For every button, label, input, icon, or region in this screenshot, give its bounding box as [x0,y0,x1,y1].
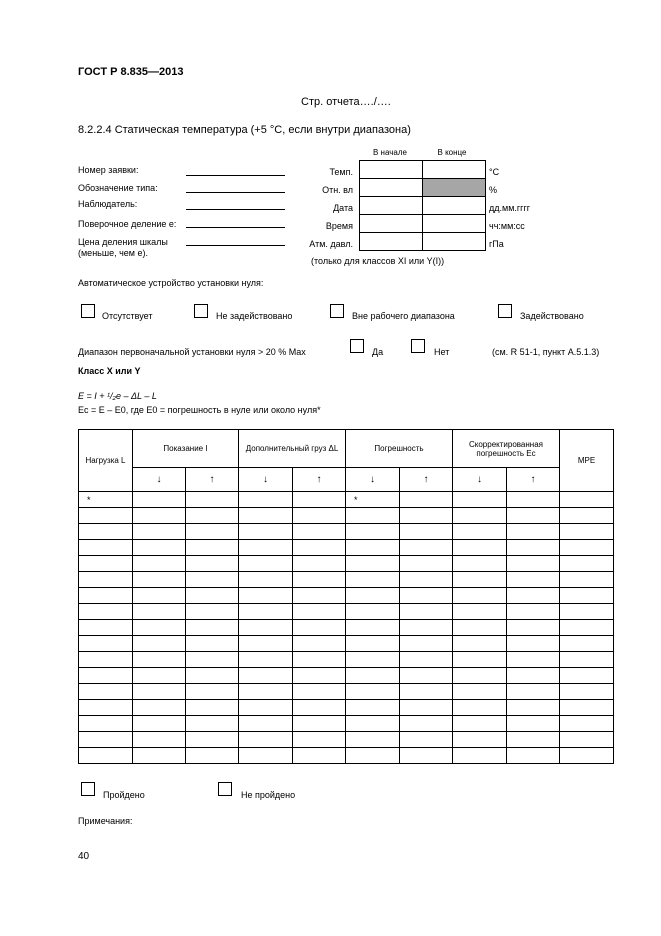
table-cell[interactable] [79,748,133,764]
table-cell[interactable] [507,524,560,540]
table-cell[interactable] [293,556,346,572]
table-cell[interactable] [560,588,614,604]
table-cell[interactable] [453,572,507,588]
table-cell[interactable] [79,604,133,620]
field-line-verification-division[interactable] [186,227,285,228]
table-cell[interactable] [560,540,614,556]
table-cell[interactable] [507,540,560,556]
table-cell[interactable] [186,556,239,572]
table-cell[interactable] [453,684,507,700]
section-title: 8.2.2.4 Статическая температура (+5 °С, если внутри диапазона) [78,124,411,136]
table-row [79,556,614,572]
table-cell[interactable] [346,684,400,700]
table-cell[interactable] [293,524,346,540]
table-cell[interactable] [133,700,186,716]
arrow-up-icon: ↑ [400,468,453,492]
table-cell[interactable] [346,588,400,604]
table-cell[interactable] [133,620,186,636]
table-cell[interactable] [400,700,453,716]
cond-cell[interactable] [360,215,423,233]
table-cell[interactable] [453,732,507,748]
table-cell[interactable] [79,572,133,588]
table-cell[interactable] [453,604,507,620]
table-cell[interactable] [560,620,614,636]
table-cell[interactable] [239,668,293,684]
table-cell[interactable] [453,700,507,716]
table-cell[interactable] [239,524,293,540]
table-cell[interactable] [507,700,560,716]
table-cell[interactable] [400,556,453,572]
checkbox-failed-label: Не пройдено [241,790,296,800]
cond-cell[interactable] [423,161,486,179]
table-cell[interactable] [133,604,186,620]
arrow-up-icon: ↑ [507,468,560,492]
table-cell[interactable] [239,588,293,604]
table-cell[interactable] [239,508,293,524]
checkbox-yes[interactable] [350,339,364,353]
table-cell[interactable] [186,652,239,668]
table-row [79,492,614,508]
field-label-verification-division: Поверочное деление e: [78,219,177,229]
notes-label: Примечания: [78,816,133,826]
table-cell[interactable] [239,620,293,636]
table-cell[interactable] [186,700,239,716]
cond-unit-date: дд.мм.гггг [489,203,531,213]
table-cell[interactable] [507,652,560,668]
table-cell[interactable] [400,540,453,556]
table-cell[interactable] [560,492,614,508]
header-corrected-error: Скорректированная погрешность Ec [453,430,560,468]
table-cell[interactable] [186,716,239,732]
table-cell[interactable] [400,636,453,652]
field-label-scale-interval-note: (меньше, чем e). [78,248,148,258]
field-label-observer: Наблюдатель: [78,199,138,209]
table-cell[interactable] [133,524,186,540]
header-error: Погрешность [346,430,453,468]
report-page-counter: Стр. отчета…./…. [301,96,391,108]
cond-cell[interactable] [423,197,486,215]
arrow-down-icon: ↓ [133,468,186,492]
table-cell[interactable] [293,492,346,508]
table-cell[interactable] [560,604,614,620]
table-cell[interactable] [79,540,133,556]
table-cell[interactable] [400,668,453,684]
table-cell[interactable] [346,556,400,572]
cond-unit-pressure: гПа [489,239,504,249]
table-cell[interactable] [346,748,400,764]
formula-error: E = I + ¹/₂e – ΔL – L [78,391,157,401]
table-row [79,572,614,588]
table-cell[interactable] [346,572,400,588]
cond-note: (только для классов XI или Y(I)) [311,256,445,266]
cond-label-time: Время [325,221,353,231]
header-additional-load: Дополнительный груз ΔL [239,430,346,468]
table-cell[interactable] [186,748,239,764]
table-cell[interactable] [239,652,293,668]
auto-zero-title: Автоматическое устройство установки нуля: [78,278,264,288]
table-cell[interactable] [560,652,614,668]
table-cell[interactable] [133,588,186,604]
table-cell[interactable] [507,684,560,700]
col-header-start: В начале [373,148,407,157]
cond-label-pressure: Атм. давл. [309,239,353,249]
table-row [79,508,614,524]
checkbox-no-label: Нет [434,347,450,357]
table-cell[interactable] [346,732,400,748]
table-cell[interactable] [453,636,507,652]
checkbox-out-of-range-label: Вне рабочего диапазона [352,311,455,321]
table-cell[interactable] [186,540,239,556]
table-cell[interactable] [346,716,400,732]
table-cell[interactable] [507,588,560,604]
arrow-down-icon: ↓ [346,468,400,492]
table-cell[interactable] [560,524,614,540]
cond-cell[interactable] [360,197,423,215]
table-cell[interactable] [133,652,186,668]
cond-unit-humidity: % [489,185,498,195]
table-cell[interactable] [239,700,293,716]
table-cell[interactable] [400,732,453,748]
results-table [78,429,614,764]
table-cell[interactable] [346,604,400,620]
table-cell[interactable] [560,700,614,716]
table-cell[interactable] [507,604,560,620]
table-cell[interactable] [79,508,133,524]
table-cell[interactable] [560,716,614,732]
table-cell[interactable] [186,492,239,508]
table-cell[interactable] [400,604,453,620]
checkbox-used[interactable] [498,304,512,318]
table-cell[interactable] [133,748,186,764]
table-cell[interactable] [79,620,133,636]
table-cell[interactable] [293,748,346,764]
checkbox-not-used-label: Не задействовано [216,311,293,321]
table-row [79,684,614,700]
cond-label-humidity: Отн. вл [322,185,353,195]
table-cell[interactable] [560,636,614,652]
table-cell[interactable] [239,572,293,588]
checkbox-absent[interactable] [81,304,95,318]
table-cell[interactable] [239,604,293,620]
cond-cell[interactable] [423,215,486,233]
table-cell[interactable] [400,508,453,524]
table-cell[interactable] [346,524,400,540]
document-id: ГОСТ Р 8.835—2013 [78,66,184,78]
table-row [79,732,614,748]
field-label-type: Обозначение типа: [78,183,158,193]
table-cell[interactable] [453,492,507,508]
page-number: 40 [78,851,90,862]
table-cell[interactable] [453,588,507,604]
table-row [79,540,614,556]
table-cell[interactable] [79,524,133,540]
field-line-observer[interactable] [186,209,285,210]
cond-cell[interactable] [360,161,423,179]
table-cell[interactable] [79,652,133,668]
table-cell[interactable] [453,556,507,572]
table-row [79,604,614,620]
table-cell[interactable] [79,668,133,684]
table-cell[interactable] [293,604,346,620]
table-cell[interactable] [507,556,560,572]
arrow-down-icon: ↓ [239,468,293,492]
table-cell[interactable] [133,508,186,524]
table-cell[interactable] [239,748,293,764]
table-cell[interactable] [507,636,560,652]
table-row [79,524,614,540]
table-cell[interactable] [186,668,239,684]
formula-corrected-error: Ec = E – E0, где E0 = погрешность в нуле или около нуля* [78,405,321,415]
table-cell[interactable] [560,684,614,700]
conditions-grid [359,160,486,251]
table-cell[interactable] [507,492,560,508]
table-cell[interactable] [239,716,293,732]
table-cell[interactable] [186,620,239,636]
table-cell[interactable] [346,620,400,636]
table-row [79,620,614,636]
table-cell[interactable] [239,556,293,572]
table-cell[interactable] [453,540,507,556]
table-cell[interactable] [293,620,346,636]
table-cell[interactable] [133,572,186,588]
table-row [79,668,614,684]
cond-cell-shaded [423,179,486,197]
arrow-up-icon: ↑ [186,468,239,492]
cond-cell[interactable] [360,179,423,197]
table-cell[interactable] [507,748,560,764]
table-cell[interactable] [507,572,560,588]
table-cell[interactable] [186,604,239,620]
table-cell[interactable] [239,492,293,508]
table-cell[interactable] [507,620,560,636]
table-cell[interactable] [79,684,133,700]
table-cell[interactable] [346,540,400,556]
table-cell[interactable] [186,508,239,524]
table-cell[interactable] [400,684,453,700]
table-cell[interactable] [133,540,186,556]
table-cell[interactable] [79,636,133,652]
table-cell[interactable] [507,732,560,748]
table-row [79,716,614,732]
table-cell[interactable] [186,524,239,540]
table-cell[interactable] [293,700,346,716]
table-cell[interactable] [453,508,507,524]
cond-label-temp: Темп. [329,167,353,177]
checkbox-passed-label: Пройдено [103,790,145,800]
table-cell[interactable] [453,620,507,636]
initial-zero-text: Диапазон первоначальной установки нуля > 20 % Max [78,347,306,357]
table-cell[interactable] [239,732,293,748]
table-row [79,700,614,716]
field-line-type[interactable] [186,192,285,193]
table-cell[interactable] [453,524,507,540]
checkbox-no[interactable] [411,339,425,353]
table-cell[interactable] [507,508,560,524]
table-row [79,748,614,764]
field-label-scale-interval: Цена деления шкалы [78,237,168,247]
table-cell[interactable] [400,748,453,764]
table-cell[interactable] [507,668,560,684]
initial-zero-reference: (см. R 51-1, пункт А.5.1.3) [492,347,600,357]
col-header-end: В конце [437,148,467,157]
table-cell[interactable] [239,540,293,556]
table-cell[interactable] [400,588,453,604]
table-cell[interactable] [400,492,453,508]
header-load: Нагрузка L [79,430,133,492]
table-cell[interactable] [293,684,346,700]
table-cell[interactable] [293,636,346,652]
table-cell[interactable] [79,716,133,732]
table-cell[interactable] [293,652,346,668]
arrow-down-icon: ↓ [453,468,507,492]
cond-label-date: Дата [333,203,353,213]
cond-unit-temp: °С [489,167,500,177]
table-cell[interactable] [79,588,133,604]
table-cell[interactable] [133,636,186,652]
checkbox-absent-label: Отсутствует [102,311,153,321]
table-cell[interactable] [346,652,400,668]
table-cell[interactable] [560,572,614,588]
table-cell[interactable] [453,748,507,764]
table-cell[interactable] [79,732,133,748]
checkbox-yes-label: Да [372,347,384,357]
checkbox-out-of-range[interactable] [330,304,344,318]
class-title: Класс X или Y [78,366,141,376]
table-cell[interactable] [346,636,400,652]
table-cell-zero-mark[interactable]: * [346,492,400,508]
table-cell[interactable] [560,668,614,684]
field-line-scale-interval[interactable] [186,245,285,246]
table-cell[interactable] [293,716,346,732]
table-cell[interactable] [293,588,346,604]
table-cell[interactable] [133,684,186,700]
table-cell[interactable] [239,636,293,652]
table-cell[interactable] [400,652,453,668]
table-cell[interactable] [133,556,186,572]
table-cell[interactable] [346,668,400,684]
table-cell[interactable] [186,588,239,604]
table-cell[interactable] [560,556,614,572]
table-cell[interactable] [186,684,239,700]
table-cell[interactable] [560,748,614,764]
table-cell[interactable] [400,716,453,732]
table-cell[interactable] [507,716,560,732]
table-cell[interactable] [186,636,239,652]
table-cell[interactable] [79,556,133,572]
table-cell[interactable] [186,572,239,588]
checkbox-used-label: Задействовано [520,311,584,321]
table-cell[interactable] [346,700,400,716]
table-cell[interactable] [560,732,614,748]
cond-cell[interactable] [423,233,486,251]
table-cell[interactable] [133,732,186,748]
table-cell[interactable] [400,572,453,588]
table-cell[interactable] [133,668,186,684]
table-cell[interactable] [79,700,133,716]
checkbox-not-used[interactable] [194,304,208,318]
table-cell[interactable] [346,508,400,524]
table-cell[interactable] [400,524,453,540]
table-cell[interactable] [133,716,186,732]
table-row [79,636,614,652]
checkbox-failed[interactable] [218,782,232,796]
table-cell[interactable] [453,716,507,732]
table-cell[interactable] [453,652,507,668]
header-mpe: MPE [560,430,614,492]
field-label-application-number: Номер заявки: [78,165,139,175]
table-cell[interactable] [133,492,186,508]
table-cell[interactable] [239,684,293,700]
table-cell[interactable] [293,572,346,588]
table-cell[interactable] [400,620,453,636]
table-cell[interactable] [293,540,346,556]
table-cell[interactable] [560,508,614,524]
checkbox-passed[interactable] [81,782,95,796]
cond-unit-time: чч:мм:сс [489,221,525,231]
cond-cell[interactable] [360,233,423,251]
table-cell[interactable] [293,508,346,524]
arrow-up-icon: ↑ [293,468,346,492]
table-cell-zero-mark[interactable]: * [79,492,133,508]
table-row [79,652,614,668]
header-indication: Показание I [133,430,239,468]
table-row [79,588,614,604]
table-cell[interactable] [186,732,239,748]
table-cell[interactable] [453,668,507,684]
field-line-application-number[interactable] [186,175,285,176]
table-cell[interactable] [293,668,346,684]
table-cell[interactable] [293,732,346,748]
